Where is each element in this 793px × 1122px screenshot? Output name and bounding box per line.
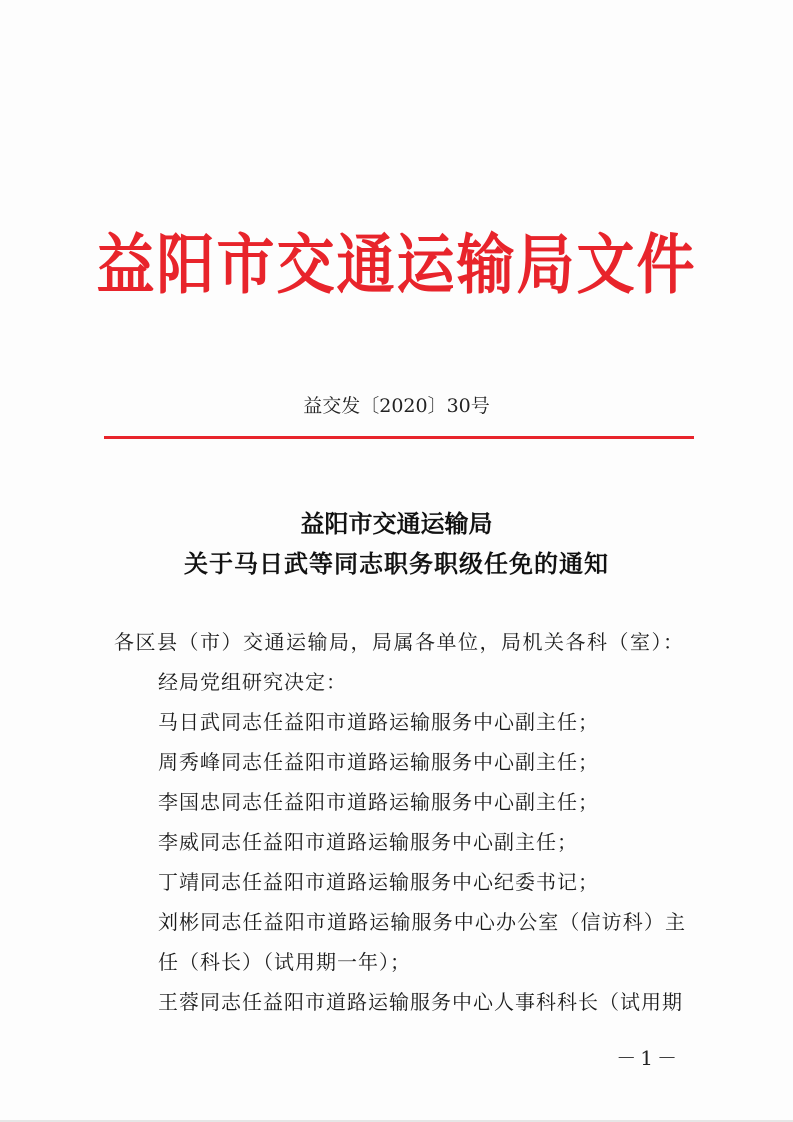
appointment-item: 刘彬同志任益阳市道路运输服务中心办公室（信访科）主任（科长）（试用期一年）； [158,910,686,974]
appointment-item: 马日武同志任益阳市道路运输服务中心副主任； [158,710,599,734]
notice-title-issuer: 益阳市交通运输局 [300,509,493,538]
red-separator-line [104,436,694,439]
appointment-item: 周秀峰同志任益阳市道路运输服务中心副主任； [158,750,599,774]
appointment-item: 李威同志任益阳市道路运输服务中心副主任； [158,830,578,854]
page-number: －1－ [616,1046,681,1070]
addressee-line: 各区县（市）交通运输局，局属各单位，局机关各科（室）： [114,630,685,654]
notice-title-subject: 关于马日武等同志职务职级任免的通知 [184,549,609,578]
appointment-item: 王蓉同志任益阳市道路运输服务中心人事科科长（试用期 [158,990,683,1014]
document-number: 益交发〔2020〕30号 [303,395,490,417]
decision-intro: 经局党组研究决定： [158,670,347,694]
notice-body [114,622,686,1022]
agency-file-title: 益阳市交通运输局文件 [96,226,697,303]
appointment-item: 丁靖同志任益阳市道路运输服务中心纪委书记； [158,870,599,894]
appointment-item: 李国忠同志任益阳市道路运输服务中心副主任； [158,790,599,814]
